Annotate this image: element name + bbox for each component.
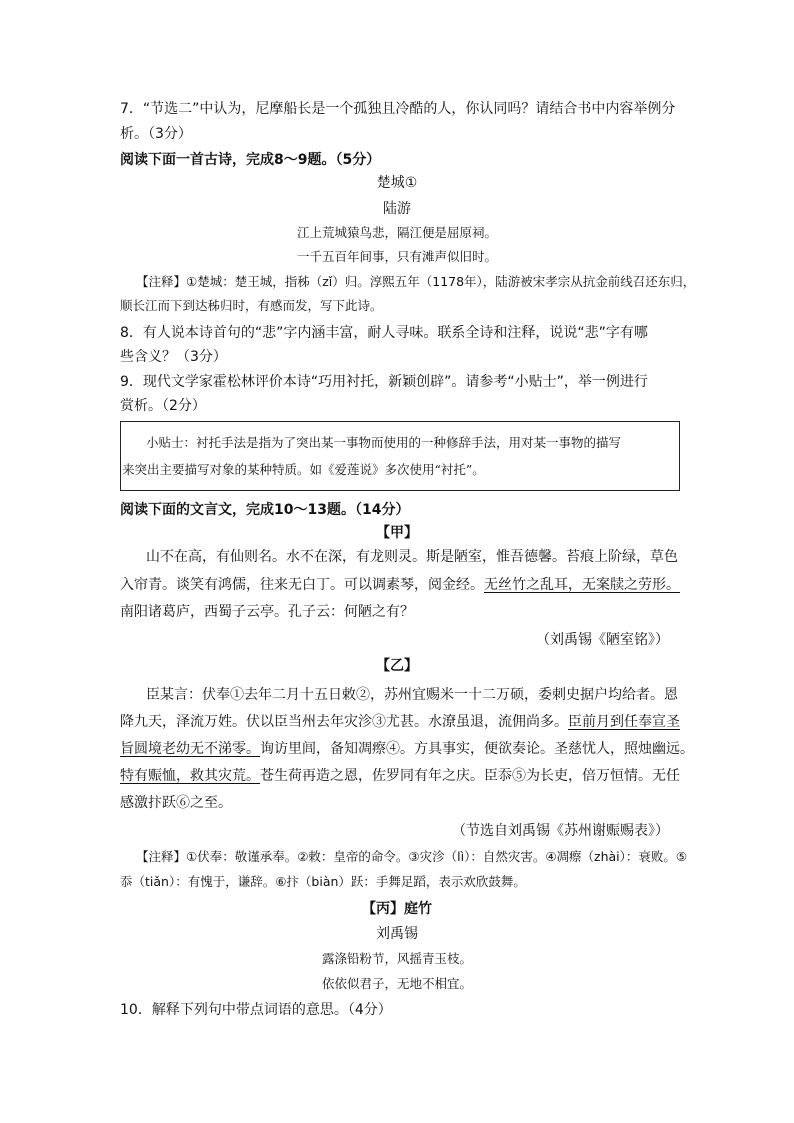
jia-line-2	[120, 574, 680, 596]
jia-label: 【甲】	[376, 525, 418, 541]
bing-label: 【丙】庭竹	[362, 901, 432, 917]
q8-line-1: 8．有人说本诗首句的“悲”字内涵丰富，耐人寻味。联系全诗和注释，说说“悲”字有哪	[120, 325, 648, 341]
poem-line-2: 一千五百年间事，只有滩声似旧时。	[296, 249, 497, 264]
q10-line-1: 10．解释下列句中带点词语的意思。（4分）	[120, 1002, 392, 1018]
yi-line-3	[120, 738, 694, 760]
jia-line-3: 南阳诸葛庐，西蜀子云亭。孔子云：何陋之有？	[120, 604, 414, 620]
yi-label: 【乙】	[376, 658, 418, 674]
yi-note-line-1: 【注释】①伏奉：敬谨承奉。②敕：皇帝的命令。③灾沴（lì）：自然灾害。④凋瘵（zhài）：衰败。⑤	[136, 849, 688, 864]
yi-line-5: 感激抃跃⑥之至。	[120, 795, 232, 811]
bing-line-1: 露涤铅粉节，风摇青玉枝。	[321, 951, 472, 966]
q7-line-1: 7．“节选二”中认为，尼摩船长是一个孤独且冷酷的人，你认同吗？请结合书中内容举例分	[120, 101, 676, 117]
yi-line-2	[120, 711, 680, 733]
poem-line-1: 江上荒城猿鸟悲，隔江便是屈原祠。	[296, 225, 497, 240]
yi-underlined-sentence-1b: 旨圆境老幼无不涕零。	[120, 741, 260, 757]
poem-note-line-2: 顺长江而下到达秭归时，有感而发，写下此诗。	[120, 298, 383, 313]
jia-underlined-sentence: 无丝竹之乱耳，无案牍之劳形。	[484, 577, 680, 593]
bing-line-2: 依依似君子，无地不相宜。	[321, 976, 472, 991]
q9-line-2: 赏析。（2分）	[120, 398, 206, 414]
tip-line-2: 来突出主要描写对象的某种特质。如《爱莲说》多次使用“衬托”。	[122, 462, 485, 477]
yi-line-4	[120, 765, 680, 787]
q8-line-2: 些含义？（3分）	[120, 349, 227, 365]
jia-line-1: 山不在高，有仙则名。水不在深，有龙则灵。斯是陋室，惟吾德馨。苔痕上阶绿，草色	[146, 549, 678, 565]
poem-note-line-1: 【注释】①楚城：楚王城，指秭（zǐ）归。淳熙五年（1178年），陆游被宋孝宗从抗金前线召还东归，	[136, 274, 696, 289]
yi-underlined-sentence-1a: 臣前月到任奉宣圣	[568, 714, 680, 730]
yi-line-1: 臣某言：伏奉①去年二月十五日敕②，苏州宜赐米一十二万硕，委刺史据户均给者。恩	[146, 687, 678, 703]
q7-line-2: 析。（3分）	[120, 126, 192, 142]
yi-note-line-2: 忝（tiǎn）：有愧于，谦辞。⑥抃（biàn）跃：手舞足蹈，表示欢欣鼓舞。	[120, 874, 526, 889]
bing-author: 刘禹锡	[376, 926, 418, 942]
yi-source: （节选自刘禹锡《苏州谢赈赐表》）	[452, 823, 669, 839]
poem-author: 陆游	[383, 201, 411, 217]
prose-instruction: 阅读下面的文言文，完成10～13题。（14分）	[120, 502, 410, 518]
yi-line-2-text: 降九天，泽流万姓。伏以臣当州去年灾沴③尤甚。水潦虽退，流佣尚多。	[120, 714, 568, 730]
yi-line-4-text: 苍生荷再造之恩，佐罗同有年之庆。臣忝⑤为长吏，倍万恒情。无任	[260, 768, 680, 784]
poem-title: 楚城①	[376, 175, 418, 191]
yi-line-3-text: 询访里闾，备知凋瘵④。方具事实，便欲奏论。圣慈忧人，照烛幽远。	[260, 741, 694, 757]
jia-source: （刘禹锡《陋室铭》）	[536, 632, 669, 648]
tip-line-1: 小贴士：衬托手法是指为了突出某一事物而使用的一种修辞手法，用对某一事物的描写	[146, 435, 622, 450]
yi-underlined-sentence-2: 特有赈恤，救其灾荒。	[120, 768, 260, 784]
q9-line-1: 9．现代文学家霍松林评价本诗“巧用衬托，新颖创辟”。请参考“小贴士”，举一例进行	[120, 374, 648, 390]
poem-instruction: 阅读下面一首古诗，完成8～9题。（5分）	[120, 152, 381, 168]
jia-line-2-text: 入帘青。谈笑有鸿儒，往来无白丁。可以调素琴，阅金经。	[120, 577, 484, 593]
